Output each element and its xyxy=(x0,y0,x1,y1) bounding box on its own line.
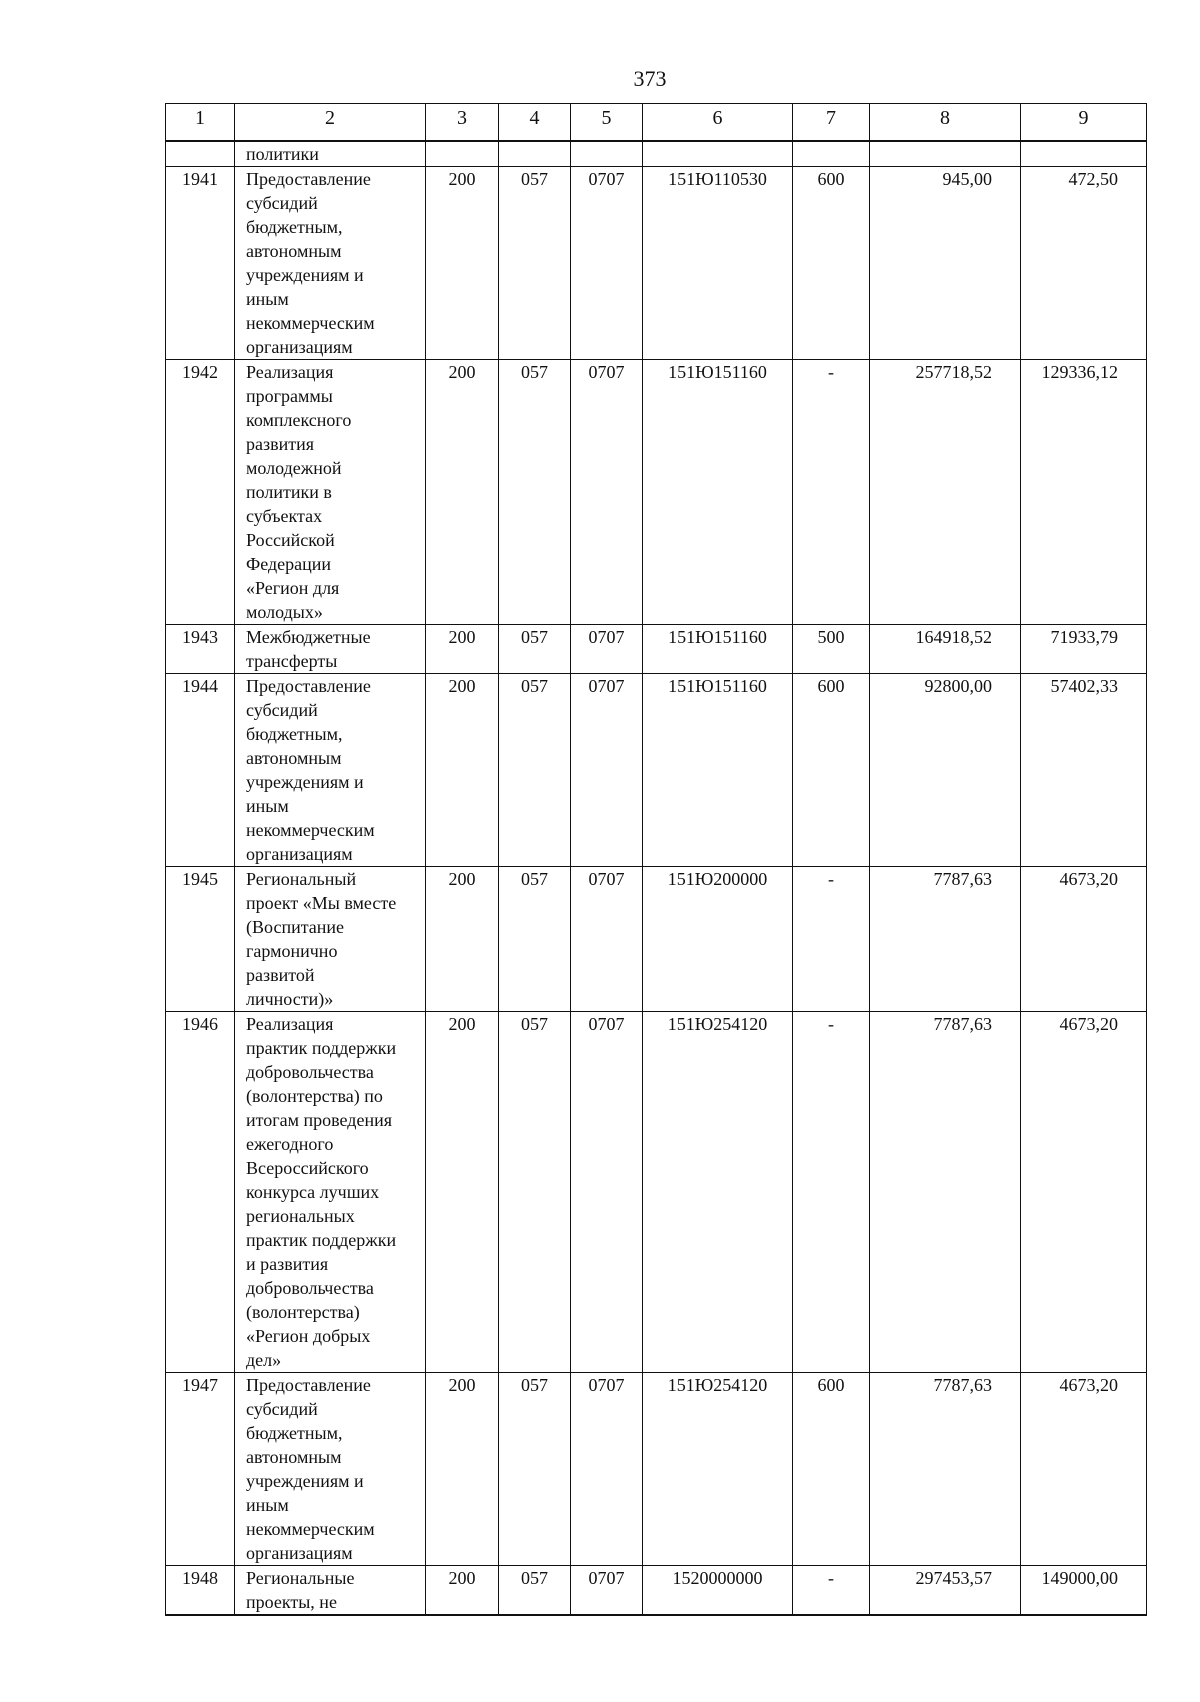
column-number: 9 xyxy=(1021,104,1147,142)
code-cell: 200 xyxy=(426,1373,499,1566)
item-name-line: личности)» xyxy=(246,989,334,1009)
table-cell xyxy=(1021,141,1147,167)
code-cell: 151Ю110530 xyxy=(643,167,793,360)
item-name-cell xyxy=(235,674,426,867)
code-cell: 0707 xyxy=(571,625,643,674)
item-name-line: автономным xyxy=(246,1447,342,1467)
item-name-line: иным xyxy=(246,796,289,816)
code-cell: 200 xyxy=(426,625,499,674)
item-name-line: Предоставление xyxy=(246,676,371,696)
table-row xyxy=(166,1566,1147,1616)
item-name-line: дел» xyxy=(246,1350,282,1370)
column-number: 8 xyxy=(870,104,1021,142)
table-cell xyxy=(571,141,643,167)
item-name-cell xyxy=(235,360,426,625)
amount-cell: 57402,33 xyxy=(1021,674,1147,867)
row-number-cell: 1942 xyxy=(166,360,235,625)
item-name-line: Предоставление xyxy=(246,169,371,189)
table-row xyxy=(166,867,1147,1012)
code-cell: 200 xyxy=(426,1012,499,1373)
item-name-line: Реализация xyxy=(246,362,334,382)
amount-cell: 149000,00 xyxy=(1021,1566,1147,1616)
row-number-cell: 1943 xyxy=(166,625,235,674)
item-name-line: субсидий xyxy=(246,1399,318,1419)
item-name-line: добровольчества xyxy=(246,1062,374,1082)
code-cell: 200 xyxy=(426,360,499,625)
item-name-line: и развития xyxy=(246,1254,329,1274)
code-cell: 057 xyxy=(499,674,571,867)
column-number: 5 xyxy=(571,104,643,142)
item-name-line: проект «Мы вместе xyxy=(246,893,397,913)
item-name-line: (волонтерства) xyxy=(246,1302,360,1322)
code-cell: - xyxy=(793,360,870,625)
code-cell: 151Ю254120 xyxy=(643,1012,793,1373)
table-cell xyxy=(499,141,571,167)
item-name-line: некоммерческим xyxy=(246,1519,375,1539)
item-name-line: итогам проведения xyxy=(246,1110,392,1130)
item-name-line: практик поддержки xyxy=(246,1038,397,1058)
code-cell: 200 xyxy=(426,867,499,1012)
continuation-row xyxy=(166,141,1147,167)
column-number: 6 xyxy=(643,104,793,142)
table-row xyxy=(166,674,1147,867)
amount-cell: 472,50 xyxy=(1021,167,1147,360)
item-name-cell xyxy=(235,1012,426,1373)
column-number: 2 xyxy=(235,104,426,142)
item-name-line: развития xyxy=(246,434,315,454)
code-cell: 0707 xyxy=(571,360,643,625)
code-cell: 057 xyxy=(499,360,571,625)
table-cell xyxy=(426,141,499,167)
code-cell: 151Ю151160 xyxy=(643,674,793,867)
table-cell xyxy=(643,141,793,167)
code-cell: 200 xyxy=(426,674,499,867)
item-name-line: Предоставление xyxy=(246,1375,371,1395)
table-cell: политики xyxy=(235,141,426,167)
amount-cell: 257718,52 xyxy=(870,360,1021,625)
code-cell: 057 xyxy=(499,625,571,674)
code-cell: - xyxy=(793,1012,870,1373)
item-name-line: (волонтерства) по xyxy=(246,1086,383,1106)
item-name-line: Всероссийского xyxy=(246,1158,369,1178)
column-number: 3 xyxy=(426,104,499,142)
page-number: 373 xyxy=(633,66,667,91)
amount-cell: 71933,79 xyxy=(1021,625,1147,674)
column-number-row xyxy=(166,104,1147,142)
code-cell: 600 xyxy=(793,1373,870,1566)
table-cell xyxy=(166,141,235,167)
code-cell: 0707 xyxy=(571,167,643,360)
code-cell: 151Ю254120 xyxy=(643,1373,793,1566)
table-cell xyxy=(870,141,1021,167)
amount-cell: 297453,57 xyxy=(870,1566,1021,1616)
code-cell: - xyxy=(793,867,870,1012)
budget-table xyxy=(165,103,1147,1616)
amount-cell: 7787,63 xyxy=(870,1012,1021,1373)
item-name-line: бюджетным, xyxy=(246,217,343,237)
item-name-line: субсидий xyxy=(246,700,318,720)
amount-cell: 4673,20 xyxy=(1021,1012,1147,1373)
code-cell: 600 xyxy=(793,167,870,360)
code-cell: - xyxy=(793,1566,870,1616)
item-name-line: комплексного xyxy=(246,410,352,430)
item-name-line: ежегодного xyxy=(246,1134,334,1154)
item-name-line: Реализация xyxy=(246,1014,334,1034)
code-cell: 500 xyxy=(793,625,870,674)
item-name-cell xyxy=(235,167,426,360)
code-cell: 0707 xyxy=(571,1012,643,1373)
amount-cell: 4673,20 xyxy=(1021,867,1147,1012)
item-name-line: программы xyxy=(246,386,333,406)
code-cell: 057 xyxy=(499,167,571,360)
amount-cell: 7787,63 xyxy=(870,1373,1021,1566)
column-number: 1 xyxy=(166,104,235,142)
item-name-line: субсидий xyxy=(246,193,318,213)
item-name-line: (Воспитание xyxy=(246,917,345,937)
item-name-line: конкурса лучших xyxy=(246,1182,380,1202)
item-name-line: молодых» xyxy=(246,602,323,622)
amount-cell: 4673,20 xyxy=(1021,1373,1147,1566)
item-name-line: Региональные xyxy=(246,1568,355,1588)
item-name-line: трансферты xyxy=(246,651,338,671)
amount-cell: 945,00 xyxy=(870,167,1021,360)
code-cell: 0707 xyxy=(571,1373,643,1566)
code-cell: 151Ю151160 xyxy=(643,360,793,625)
item-name-line: бюджетным, xyxy=(246,724,343,744)
item-name-line: учреждениям и xyxy=(246,265,364,285)
amount-cell: 129336,12 xyxy=(1021,360,1147,625)
table-row xyxy=(166,167,1147,360)
item-name-cell xyxy=(235,625,426,674)
item-name-line: организациям xyxy=(246,337,353,357)
row-number-cell: 1941 xyxy=(166,167,235,360)
item-name-line: развитой xyxy=(246,965,315,985)
row-number-cell: 1944 xyxy=(166,674,235,867)
item-name-line: иным xyxy=(246,289,289,309)
table-row xyxy=(166,1373,1147,1566)
item-name-cell xyxy=(235,1566,426,1616)
item-name-line: учреждениям и xyxy=(246,772,364,792)
item-name-line: Российской xyxy=(246,530,335,550)
column-number: 4 xyxy=(499,104,571,142)
table-row xyxy=(166,360,1147,625)
item-name-line: бюджетным, xyxy=(246,1423,343,1443)
item-name-line: иным xyxy=(246,1495,289,1515)
item-name-line: политики в xyxy=(246,482,332,502)
table-row xyxy=(166,625,1147,674)
item-name-line: организациям xyxy=(246,1543,353,1563)
code-cell: 151Ю200000 xyxy=(643,867,793,1012)
code-cell: 057 xyxy=(499,1373,571,1566)
table-row xyxy=(166,1012,1147,1373)
item-name-line: «Регион для xyxy=(246,578,340,598)
item-name-cell xyxy=(235,1373,426,1566)
code-cell: 151Ю151160 xyxy=(643,625,793,674)
code-cell: 057 xyxy=(499,867,571,1012)
code-cell: 0707 xyxy=(571,1566,643,1616)
item-name-line: региональных xyxy=(246,1206,355,1226)
item-name-line: учреждениям и xyxy=(246,1471,364,1491)
item-name-line: молодежной xyxy=(246,458,342,478)
code-cell: 057 xyxy=(499,1566,571,1616)
code-cell: 200 xyxy=(426,1566,499,1616)
item-name-line: организациям xyxy=(246,844,353,864)
item-name-cell xyxy=(235,867,426,1012)
row-number-cell: 1947 xyxy=(166,1373,235,1566)
item-name-line: проекты, не xyxy=(246,1592,337,1612)
item-name-line: субъектах xyxy=(246,506,323,526)
code-cell: 200 xyxy=(426,167,499,360)
item-name-line: Региональный xyxy=(246,869,357,889)
row-number-cell: 1946 xyxy=(166,1012,235,1373)
code-cell: 057 xyxy=(499,1012,571,1373)
item-name-line: гармонично xyxy=(246,941,338,961)
amount-cell: 7787,63 xyxy=(870,867,1021,1012)
item-name-line: «Регион добрых xyxy=(246,1326,371,1346)
item-name-line: Федерации xyxy=(246,554,332,574)
code-cell: 600 xyxy=(793,674,870,867)
code-cell: 0707 xyxy=(571,674,643,867)
item-name-line: некоммерческим xyxy=(246,313,375,333)
item-name-line: автономным xyxy=(246,748,342,768)
item-name-line: Межбюджетные xyxy=(246,627,371,647)
amount-cell: 164918,52 xyxy=(870,625,1021,674)
item-name-line: добровольчества xyxy=(246,1278,374,1298)
table-cell xyxy=(793,141,870,167)
item-name-line: практик поддержки xyxy=(246,1230,397,1250)
amount-cell: 92800,00 xyxy=(870,674,1021,867)
item-name-line: некоммерческим xyxy=(246,820,375,840)
item-name-line: автономным xyxy=(246,241,342,261)
code-cell: 1520000000 xyxy=(643,1566,793,1616)
code-cell: 0707 xyxy=(571,867,643,1012)
row-number-cell: 1945 xyxy=(166,867,235,1012)
column-number: 7 xyxy=(793,104,870,142)
row-number-cell: 1948 xyxy=(166,1566,235,1616)
